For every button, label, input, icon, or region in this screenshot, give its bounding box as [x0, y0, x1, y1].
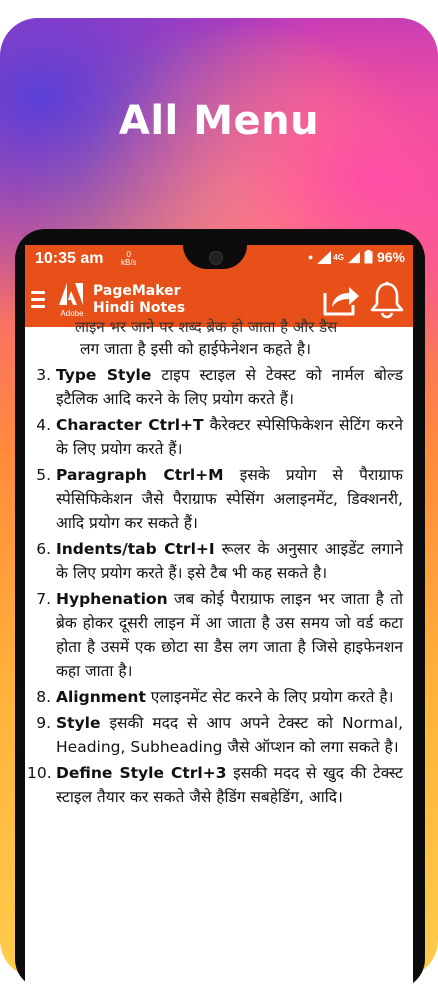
- item-term: Indents/tab Ctrl+I: [56, 540, 215, 558]
- phone-frame: [15, 229, 425, 989]
- item-number: 4.: [36, 416, 51, 434]
- item-description: टाइप स्टाइल से टेक्स्ट को नार्मल बोल्ड इटैलिक आदि करने के लिए प्रयोग करते हैं।: [56, 366, 403, 408]
- list-item: [27, 537, 403, 585]
- item-description: इसकी मदद से आप अपने टेक्स्ट को Normal, Heading, Subheading जैसे ऑप्शन को लगा सकते है।: [56, 714, 403, 756]
- hero-title: All Menu: [118, 98, 320, 144]
- item-number: 9.: [36, 714, 51, 732]
- paragraph-continuation: लग जाता है इसी को हाईफेनेशन कहते है।: [80, 340, 311, 358]
- list-item: [27, 761, 403, 809]
- item-description: जब कोई पैराग्राफ लाइन भर जाता है तो ब्रेक होकर दूसरी लाइन में आ जाता है उस समय जो वर्ड कटा होता है उसमें एक छोटा सा डैस लग जाता है जिसे हाइफेनशन कहा जाता है।: [56, 590, 403, 680]
- list-item: [27, 413, 403, 461]
- item-term: Hyphenation: [56, 590, 168, 608]
- share-icon[interactable]: [321, 283, 361, 317]
- clipped-line: लाइन भर जाने पर शब्द ब्रेक हो जाता है और डैस: [75, 318, 338, 336]
- item-description: इसकी मदद से खुद की टेक्स्ट स्टाइल तैयार कर सकते जैसे हैडिंग सबहेडिंग, आदि।: [56, 764, 403, 806]
- item-term: Alignment: [56, 688, 146, 706]
- list-item: [27, 587, 403, 683]
- logo-label: Adobe: [60, 309, 84, 318]
- adobe-logo-icon: [59, 283, 83, 317]
- item-term: Define Style Ctrl+3: [56, 764, 227, 782]
- list-item: [27, 685, 403, 709]
- hamburger-icon[interactable]: [31, 287, 51, 311]
- dot-icon: ●: [307, 252, 314, 262]
- item-number: 6.: [36, 540, 51, 558]
- item-number: 3.: [36, 366, 51, 384]
- status-right: [308, 249, 405, 265]
- item-number: 8.: [36, 688, 51, 706]
- net-speed-unit: kB/s: [121, 258, 137, 267]
- status-net-speed: [121, 251, 137, 267]
- battery-percent: 96%: [376, 249, 405, 265]
- item-description: रूलर के अनुसार आइडेंट लगाने के लिए प्रयोग करते हैं। इसे टैब भी कह सकते है।: [56, 540, 403, 582]
- item-description: एलाइनमेंट सेट करने के लिए प्रयोग करते है।: [145, 688, 394, 706]
- phone-screen: [25, 245, 413, 989]
- battery-icon: [364, 250, 373, 264]
- item-number: 10.: [27, 764, 52, 782]
- signal-2-icon: [348, 251, 360, 264]
- item-term: Paragraph Ctrl+M: [56, 466, 224, 484]
- menu-items-list: [27, 363, 413, 809]
- camera-notch: [183, 245, 247, 269]
- bell-icon[interactable]: [369, 281, 405, 319]
- list-item: [27, 363, 403, 411]
- promo-card: [0, 18, 438, 978]
- item-number: 5.: [36, 466, 51, 484]
- item-number: 7.: [36, 590, 51, 608]
- item-description: कैरेक्टर स्पेसिफिकेशन सेटिंग करने के लिए प्रयोग करते हैं।: [56, 416, 403, 458]
- notes-content: [25, 318, 413, 989]
- app-title-line2: Hindi Notes: [93, 300, 186, 316]
- signal-4g-label: 4G: [333, 252, 344, 262]
- status-time: 10:35 am: [35, 250, 104, 267]
- camera-icon: [209, 251, 223, 265]
- item-description: इसके प्रयोग से पैराग्राफ स्पेसिफिकेशन जैसे पैराग्राफ स्पेसिंग अलाइनमेंट, डिक्शनरी, आदि प्रयोग कर सकते हैं।: [56, 466, 403, 532]
- item-term: Style: [56, 714, 101, 732]
- status-bar: [25, 245, 413, 273]
- item-term: Type Style: [56, 366, 152, 384]
- signal-icon: [317, 251, 331, 264]
- list-item: [27, 711, 403, 759]
- app-title: [93, 283, 185, 317]
- item-term: Character Ctrl+T: [56, 416, 204, 434]
- list-item: [27, 463, 403, 535]
- net-speed-value: 0: [126, 250, 131, 259]
- app-title-line1: PageMaker: [93, 283, 181, 299]
